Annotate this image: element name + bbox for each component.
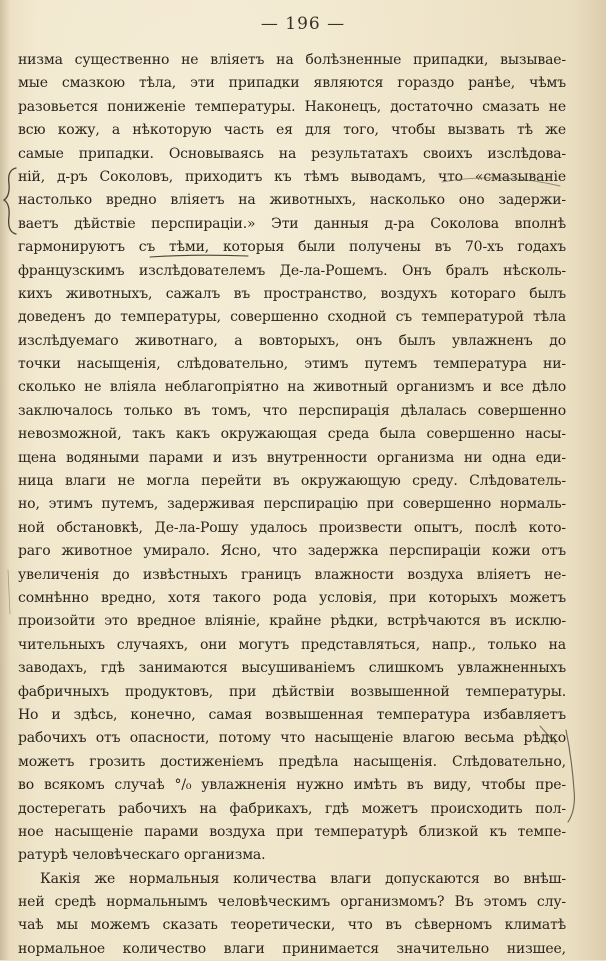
paragraph-end-line: ратурѣ человѣческаго организма. xyxy=(18,847,266,864)
text-line: ница влаги не могла перейти въ окружающую среду. Слѣдователь- xyxy=(18,473,566,490)
text-line: настолько вредно вліяетъ на животныхъ, насколько оно задержи- xyxy=(18,192,566,209)
page-number: — 196 — xyxy=(260,14,346,34)
text-line: во всякомъ случаѣ °/₀ увлажненія нужно имѣть въ виду, чтобы пре- xyxy=(18,777,566,794)
text-line: точки насыщенія, слѣдовательно, этимъ путемъ температура ни- xyxy=(18,356,566,373)
text-line: чаѣ мы можемъ сказать теоретически, что въ сѣверномъ климатѣ xyxy=(18,917,566,934)
text-line: сомнѣнно вредно, хотя такого рода условія, при которыхъ можетъ xyxy=(18,589,566,606)
text-line: самые припадки. Основываясь на результатахъ своихъ изслѣдова- xyxy=(18,145,566,162)
text-line: ной обстановкѣ, Де-ла-Рошу удалось произвести опытъ, послѣ кото- xyxy=(18,519,566,536)
paragraph-start-line: Какія же нормальныя количества влаги допускаются во внѣш- xyxy=(40,870,566,887)
text-line: французскимъ изслѣдователемъ Де-ла-Рошемъ. Онъ бралъ нѣсколь- xyxy=(18,262,566,279)
text-line: можетъ грозить достиженіемъ предѣла насыщенія. Слѣдовательно, xyxy=(18,753,566,770)
text-line: достерегать рабочихъ на фабрикахъ, гдѣ можетъ происходить пол- xyxy=(18,800,566,817)
text-line: Но и здѣсь, конечно, самая возвышенная температура избавляетъ xyxy=(18,706,566,723)
text-line: раго животное умирало. Ясно, что задержка перспираціи кожи отъ xyxy=(18,543,566,560)
text-line: щена водяными парами и изъ внутренности организма ни одна еди- xyxy=(18,449,566,466)
text-line: нормальное количество влаги принимается значительно низшее, xyxy=(18,940,566,957)
text-line: произойти это вредное вліяніе, крайне рѣдки, встрѣчаются въ исклю- xyxy=(18,613,566,630)
text-line: рабочихъ отъ опасности, потому что насыщеніе влагою весьма рѣдко xyxy=(18,730,566,747)
text-line: низма существенно не вліяетъ на болѣзненные припадки, вызывае- xyxy=(18,52,566,68)
spine-shadow xyxy=(0,0,10,960)
text-line: увеличенія до извѣстныхъ границъ влажности воздуха вліяетъ не- xyxy=(18,566,566,583)
text-line: сколько не вліяла неблагопріятно на животный организмъ и все дѣло xyxy=(18,379,566,396)
body-text xyxy=(18,49,566,961)
text-line: разовьется пониженіе температуры. Наконецъ, достаточно смазать не xyxy=(18,98,566,115)
text-line: кихъ животныхъ, сажалъ въ пространство, воздухъ котораго былъ xyxy=(18,285,566,302)
margin-line-mark xyxy=(566,730,574,822)
text-line: гармонируютъ съ тѣми, которыя были получены въ 70-хъ годахъ xyxy=(18,239,566,256)
text-line: заключалось только въ томъ, что перспирація дѣлалась совершенно xyxy=(18,402,566,419)
text-line: доведенъ до температуры, совершенно сходной съ температурой тѣла xyxy=(18,309,566,326)
text-line: ній, д-ръ Соколовъ, приходитъ къ тѣмъ выводамъ, что «смазываніе xyxy=(18,168,566,185)
text-line: заводахъ, гдѣ занимаются высушиваніемъ слишкомъ увлажненныхъ xyxy=(18,660,566,677)
text-line: мые смазкою тѣла, эти припадки являются гораздо ранѣе, чѣмъ xyxy=(18,75,566,92)
text-line: всю кожу, а нѣкоторую часть ея для того, чтобы вызвать тѣ же xyxy=(18,122,566,139)
text-line: фабричныхъ продуктовъ, при дѣйствіи возвышенной температуры. xyxy=(18,683,566,700)
text-line: ное насыщеніе парами воздуха при температурѣ близкой къ темпе- xyxy=(18,823,566,840)
text-line: ваетъ дѣйствіе перспираціи.» Эти данныя д-ра Соколова вполнѣ xyxy=(18,215,566,232)
text-line: изслѣдуемаго животнаго, а вовторыхъ, онъ былъ увлажненъ до xyxy=(18,332,566,349)
text-line: но, этимъ путемъ, задерживая перспирацію при совершенно нормаль- xyxy=(18,496,566,513)
text-line: невозможной, такъ какъ окружающая среда была совершенно насы- xyxy=(18,426,566,443)
text-line: чительныхъ случаяхъ, они могутъ представляться, напр., только на xyxy=(18,636,566,653)
text-line: ней средѣ нормальнымъ человѣческимъ организмомъ? Въ этомъ слу- xyxy=(18,894,566,911)
